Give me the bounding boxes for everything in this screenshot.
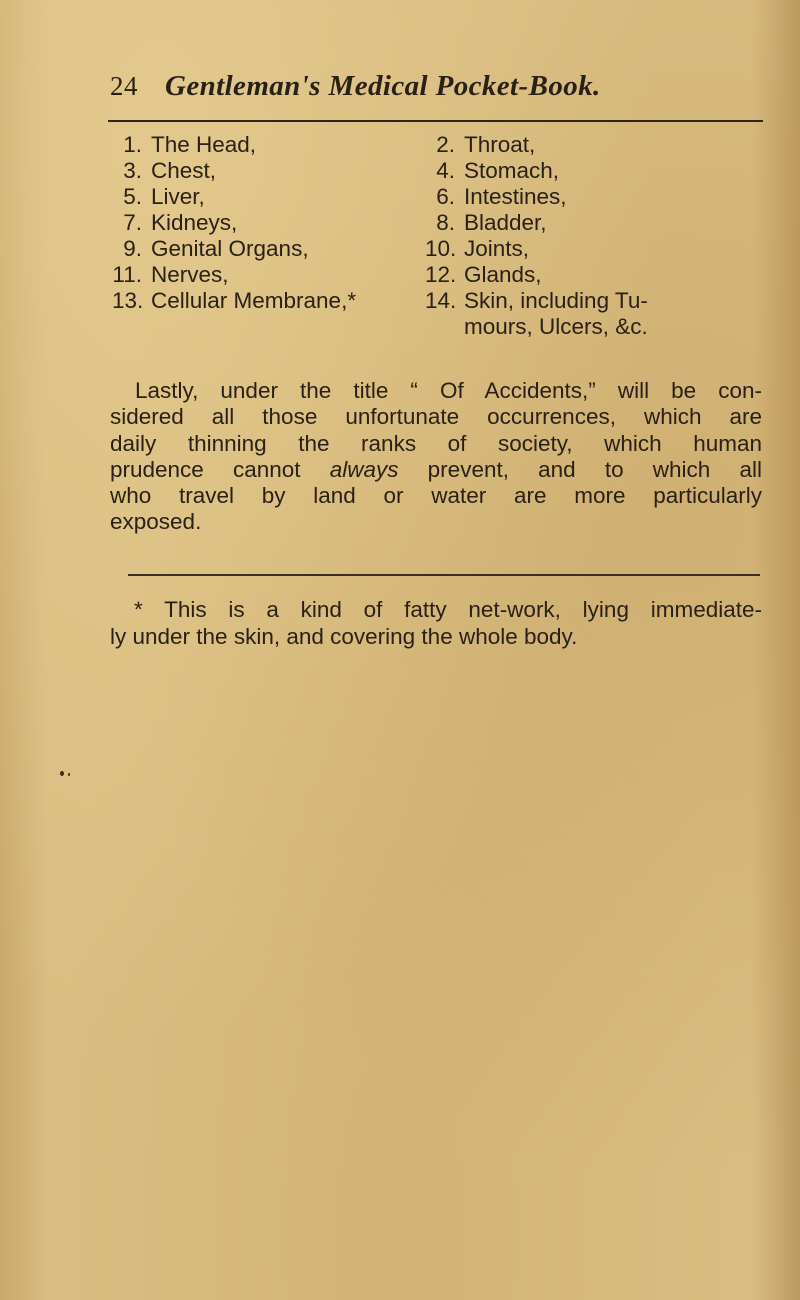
paragraph-text: prudence cannot — [110, 456, 330, 482]
paragraph-line — [110, 457, 762, 483]
topic-number: 10. — [425, 236, 457, 261]
topic-number: 8. — [436, 210, 455, 235]
topic-number: 14. — [425, 288, 457, 313]
body-paragraph — [110, 378, 762, 536]
topic-number: 5. — [123, 184, 142, 209]
topic-row — [112, 210, 757, 236]
ink-speck — [60, 771, 64, 776]
footnote-line: ly under the skin, and covering the whole body. — [110, 623, 578, 649]
topic-number: 4. — [436, 158, 455, 183]
topic-label: The Head, — [151, 132, 257, 157]
topic-number: 7. — [123, 210, 142, 235]
topic-label: Nerves, — [151, 262, 229, 287]
emphasis-text: always — [329, 456, 399, 482]
paragraph-line: Lastly, under the title “ Of Accidents,” will be con- — [135, 378, 762, 403]
topic-label: Joints, — [464, 236, 530, 261]
topic-label: Bladder, — [464, 210, 547, 235]
footnote-line: * This is a kind of fatty net-work, lying immediate- — [134, 597, 762, 622]
topic-row — [112, 288, 757, 314]
header-rule — [108, 120, 763, 122]
topic-label: Cellular Membrane,* — [151, 288, 357, 313]
topic-row — [112, 132, 757, 158]
paragraph-text: prevent, and to which all — [398, 456, 762, 482]
paragraph-line: sidered all those unfortunate occurrences, which are — [110, 404, 762, 430]
ink-speck — [68, 773, 70, 776]
topic-label: Throat, — [464, 132, 536, 157]
page-header — [110, 70, 720, 103]
topic-number: 11. — [112, 262, 142, 287]
topic-label: Genital Organs, — [151, 236, 309, 261]
topic-number: 6. — [436, 184, 455, 209]
topic-label: Stomach, — [464, 158, 560, 183]
topic-number: 9. — [123, 236, 142, 261]
topic-number: 13. — [112, 288, 144, 313]
topic-number: 1. — [123, 132, 142, 157]
topic-row — [112, 236, 757, 262]
topic-label: Intestines, — [464, 184, 567, 209]
topic-row — [112, 184, 757, 210]
footnote — [110, 597, 762, 650]
topic-number: 2. — [436, 132, 455, 157]
paragraph-line: who travel by land or water are more particularly — [110, 483, 762, 509]
topic-list — [112, 132, 757, 340]
running-title: Gentleman's Medical Pocket-Book. — [165, 70, 601, 102]
topic-label: Skin, including Tu- — [464, 288, 648, 313]
topic-label: Glands, — [464, 262, 542, 287]
topic-row — [112, 158, 757, 184]
footnote-rule — [128, 574, 760, 576]
topic-label: Liver, — [151, 184, 205, 209]
topic-number: 3. — [123, 158, 142, 183]
topic-number: 12. — [425, 262, 457, 287]
paragraph-line: daily thinning the ranks of society, which human — [110, 430, 762, 456]
topic-continuation: mours, Ulcers, &c. — [464, 314, 648, 339]
page-number: 24 — [110, 71, 138, 101]
paragraph-line: exposed. — [110, 509, 202, 535]
topic-row — [112, 262, 757, 288]
topic-label: Chest, — [151, 158, 217, 183]
topic-label: Kidneys, — [151, 210, 238, 235]
